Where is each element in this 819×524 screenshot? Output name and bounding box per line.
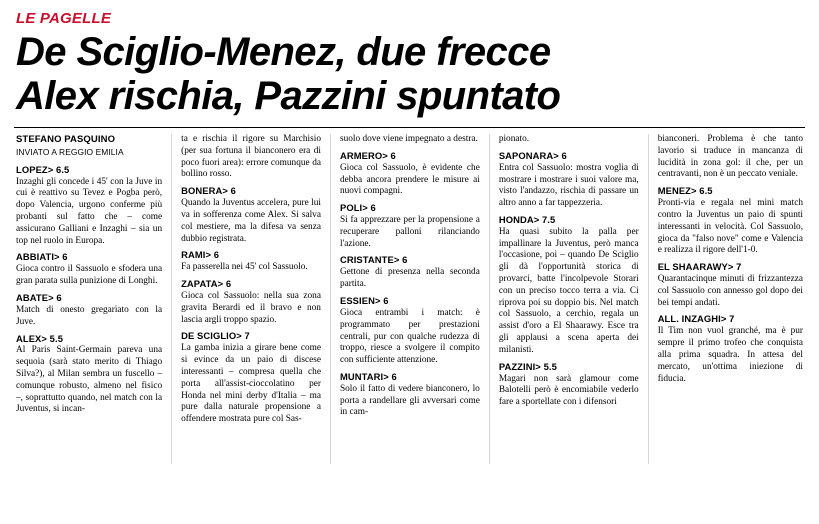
continuation-text: ta e rischia il rigore su Marchisio (per sua fortuna il bianconero era di poco fuori area): errore comunque da bollino rosso. xyxy=(181,134,321,180)
player-comment: Gioca contro il Sassuolo e sfodera una gran parata sulla punizione di Longhi. xyxy=(16,264,163,287)
player-comment: Il Tim non vuol granché, ma è pur sempre il primo trofeo che conquista alla prima squadra. In attesa del mercato, un'ottima iniezione di fiducia. xyxy=(657,326,804,384)
player-name: MUNTARI> 6 xyxy=(339,370,397,382)
player-name: POLI> 6 xyxy=(339,202,376,214)
player-name: ESSIEN> 6 xyxy=(339,294,389,306)
article-column-4 xyxy=(489,134,648,464)
byline-location: INVIATO A REGGIO EMILIA xyxy=(16,147,124,158)
headline-line-2: Alex rischia, Pazzini spuntato xyxy=(16,74,561,118)
player-comment: Solo il fatto di vedere bianconero, lo porta a randellare gli avversari come in cam- xyxy=(339,383,480,418)
article-column-2 xyxy=(171,134,330,464)
player-comment: La gamba inizia a girare bene come si evince da un paio di discese interessanti – compresa quella che porta all'assist-cioccolatino per Honda nel mini derby d'Italia – ma pure dalla naturale propensione a offendere mostrata pure col Sas- xyxy=(181,343,321,425)
byline-author: STEFANO PASQUINO xyxy=(16,134,116,145)
player-entry xyxy=(16,251,162,288)
player-entry xyxy=(499,214,639,357)
continuation-text: suolo dove viene impegnato a destra. xyxy=(339,134,478,144)
player-comment: Quando la Juventus accelera, pure lui va in sofferenza come Alex. Si salva col mestiere, ma la difesa va senza dubbio registrata. xyxy=(181,198,321,244)
player-entry xyxy=(658,313,803,385)
player-entry xyxy=(16,333,162,417)
section-kicker: LE PAGELLE xyxy=(16,10,112,27)
player-entry xyxy=(340,254,480,291)
continuation-text: bianconeri. Problema è che tanto lavorio si traduce in mancanza di lucidità in zona gol: il che, per un centravanti, non è un peccato veniale. xyxy=(657,134,804,180)
player-name: CRISTANTE> 6 xyxy=(339,254,408,266)
player-comment: Inzaghi gli concede i 45' con la Juve in cui è reattivo su Tevez e Pogba però, dopo Valencia, urgono conferme più probanti sul fatto che – come assicurano Galliani e Inzaghi – sia un top nel ruolo in Europa. xyxy=(16,176,163,246)
player-entry xyxy=(181,278,321,326)
player-entry xyxy=(499,150,639,210)
continuation-text: pionato. xyxy=(498,134,530,144)
player-name: ALEX> 5.5 xyxy=(16,332,64,344)
player-name: ZAPATA> 6 xyxy=(181,278,232,290)
player-name: ABATE> 6 xyxy=(16,291,62,303)
player-comment: Fa passerella nei 45' col Sassuolo. xyxy=(181,262,308,273)
player-entry xyxy=(181,185,321,245)
player-comment: Al Paris Saint-Germain pareva una sequoia (sarà stato merito di Thiago Silva?), al Milan sembra un fuscello – comunque robusto, almeno nel fisico –, soprattutto quando, nel match con la Juventus, si incan- xyxy=(16,345,163,415)
player-entry xyxy=(658,185,803,257)
player-name: PAZZINI> 5.5 xyxy=(498,360,557,372)
article-column-3 xyxy=(330,134,489,464)
article-columns xyxy=(14,134,805,464)
player-name: ABBIATI> 6 xyxy=(16,251,68,263)
player-name: RAMI> 6 xyxy=(181,249,220,261)
player-name: MENEZ> 6.5 xyxy=(657,185,713,197)
player-entry xyxy=(658,261,803,309)
player-entry xyxy=(181,330,321,426)
player-entry xyxy=(340,371,480,419)
player-comment: Gioca col Sassuolo: nella sua zona gravita Berardi ed il bravo e non lascia argli troppo spazio. xyxy=(181,290,321,325)
player-comment: Pronti-via e regala nel mini match contro la Juventus un paio di spunti interessanti in velocità. Col Sassuolo, gioca da "falso nove" come e Valencia e realizza il rigore dell'1-0. xyxy=(657,198,804,256)
player-entry xyxy=(340,202,480,250)
player-name: ALL. INZAGHI> 7 xyxy=(657,313,735,325)
player-comment: Gioca col Sassuolo, è evidente che debba ancora prendere le misure ai nuovi compagni. xyxy=(339,162,480,197)
header-divider xyxy=(14,127,805,128)
player-entry xyxy=(340,295,480,367)
player-entry xyxy=(16,292,162,329)
player-name: DE SCIGLIO> 7 xyxy=(181,330,250,342)
player-comment: Entra col Sassuolo: mostra voglia di mostrare i mostrare i suoi valore ma, visto l'andazzo, rischia di passare un altro anno a far tappezzeria. xyxy=(498,162,639,209)
player-comment: Match di onesto gregariato con la Juve. xyxy=(16,304,163,327)
article-column-1 xyxy=(14,134,171,464)
player-comment: Gioca entrambi i match: è programmato per prestazioni centrali, pur con qualche rudezza di troppo, riesce a svolgere il compito con sufficiente attenzione. xyxy=(339,307,480,366)
player-name: BONERA> 6 xyxy=(181,185,236,197)
page-title xyxy=(16,31,805,117)
player-entry xyxy=(181,249,321,274)
player-entry xyxy=(16,164,162,248)
headline-line-1: De Sciglio-Menez, due frecce xyxy=(16,30,551,74)
player-name: EL SHAARAWY> 7 xyxy=(657,261,742,273)
player-entry xyxy=(499,361,639,409)
player-comment: Quarantacinque minuti di frizzantezza col Sassuolo con annesso gol dopo dei bei tempi andati. xyxy=(657,274,804,308)
player-name: SAPONARA> 6 xyxy=(498,149,567,161)
player-comment: Magari non sarà glamour come Balotelli però è encomiabile vederlo fare a sportellate con i difensori xyxy=(498,373,639,408)
player-name: LOPEZ> 6.5 xyxy=(16,163,70,175)
player-entry xyxy=(340,150,480,198)
player-comment: Si fa apprezzare per la propensione a recuperare palloni rilanciando l'azione. xyxy=(339,215,480,249)
player-comment: Ha quasi subito la palla per impallinare la Juventus, però manca l'occasione, poi – quando De Sciglio gli dà l'opportunità storica di provarci, batte l'incolpevole Storari con un preciso tocco terra a via. Ci riprova poi su doppio bis. Nel match col Sassuolo, a cerchio, regala un assist d'oro a El Shaarawy. Esce tra gli applausi a scena aperta dei milanisti. xyxy=(498,226,639,355)
article-column-5 xyxy=(648,134,805,464)
player-name: HONDA> 7.5 xyxy=(498,213,556,225)
player-name: ARMERO> 6 xyxy=(339,149,396,161)
player-comment: Gettone di presenza nella seconda partita. xyxy=(339,267,480,290)
